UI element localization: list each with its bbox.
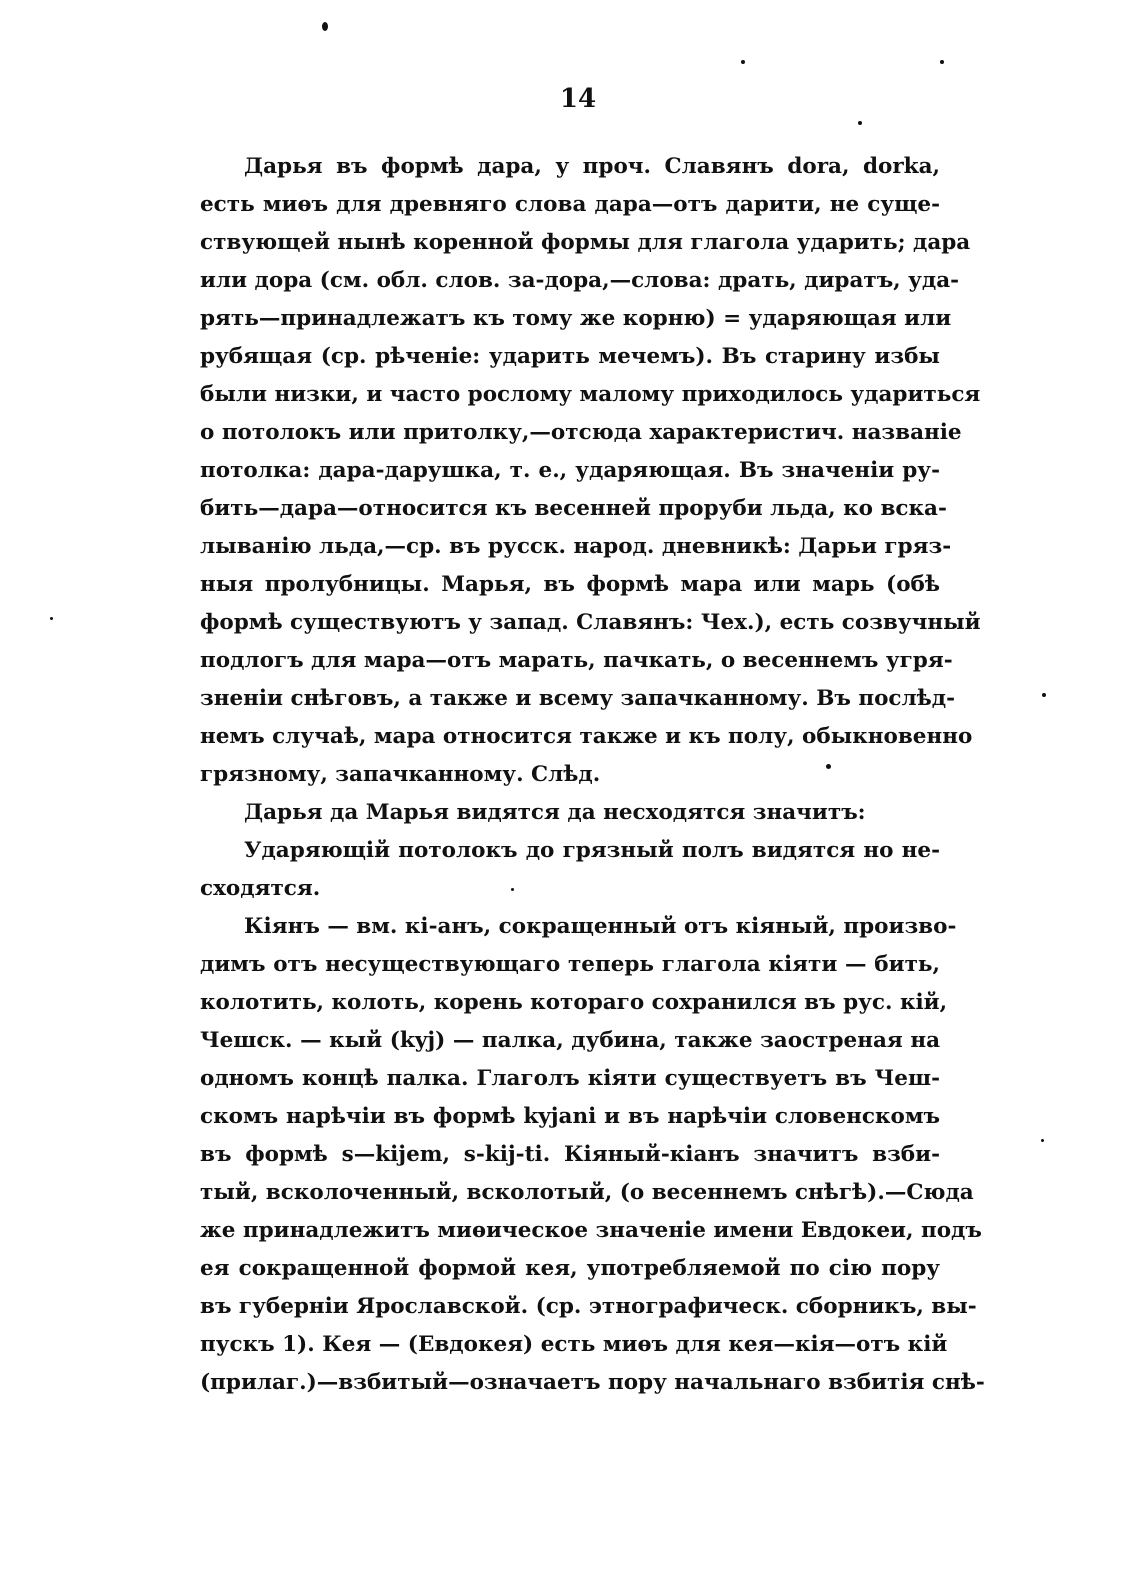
text-line: въ губерніи Ярославской. (ср. этнографическ. сборникъ, вы- [200,1294,977,1319]
text-line: лыванію льда,—ср. въ русск. народ. дневникѣ: Дарьи гряз- [200,534,952,559]
text-line: подлогъ для мара—отъ марать, пачкать, о весеннемъ угря- [200,648,953,673]
scan-speck [322,22,328,31]
text-line: димъ отъ несуществующаго теперь глагола кіяти — бить, [200,952,940,977]
text-line: Кіянъ — вм. кі-анъ, сокращенный отъ кіяный, произво- [244,914,957,939]
scan-speck [940,60,944,64]
text-line: или дора (см. обл. слов. за-дора,—слова: драть, диратъ, уда- [200,268,960,293]
text-line: сходятся. [200,876,321,901]
scan-speck [50,617,53,620]
page-number: 14 [559,84,597,114]
text-line: бить—дара—относится къ весенней проруби льда, ко вска- [200,496,947,521]
text-line: зненіи снѣговъ, а также и всему запачканному. Въ послѣд- [200,686,956,711]
text-line: потолка: дара-дарушка, т. е., ударяющая. Въ значеніи ру- [200,458,940,483]
text-line: рять—принадлежатъ къ тому же корню) = ударяющая или [200,306,952,331]
scan-speck [826,764,831,769]
scan-speck [858,121,862,125]
text-line: ствующей нынѣ коренной формы для глагола ударить; дара [200,230,971,255]
scan-speck [1042,693,1046,697]
text-line: одномъ концѣ палка. Глаголъ кіяти существуетъ въ Чеш- [200,1066,940,1091]
text-line: есть миѳъ для древняго слова дара—отъ дарити, не суще- [200,192,940,217]
paragraph-darya-marya [200,148,981,794]
text-line: немъ случаѣ, мара относится также и къ полу, обыкновенно [200,724,973,749]
text-line: тый, всколоченный, всколотый, (о весеннемъ снѣгѣ).—Сюда [200,1180,974,1205]
text-line: Ударяющій потолокъ до грязный полъ видятся но не- [244,838,940,863]
body-text [200,148,985,1402]
text-line: (прилаг.)—взбитый—означаетъ пору начальнаго взбитія снѣ- [200,1370,985,1395]
text-line: въ формѣ s—kijem, s-kij-ti. Кіяный-кіанъ значитъ взби- [200,1142,940,1167]
scan-speck [1041,1139,1044,1142]
text-line: Дарья въ формѣ дара, у проч. Славянъ dora, dorka, [244,154,940,179]
text-line: Дарья да Марья видятся да несходятся значитъ: [244,800,866,825]
paragraph-meaning [200,832,940,908]
text-line: колотить, колоть, корень котораго сохранился въ рус. кій, [200,990,948,1015]
text-line: грязному, запачканному. Слѣд. [200,762,601,787]
text-line: пускъ 1). Кея — (Евдокея) есть миѳъ для кея—кія—отъ кій [200,1332,948,1357]
text-line: формѣ существуютъ у запад. Славянъ: Чех.), есть созвучный [200,610,981,635]
text-line: ныя пролубницы. Марья, въ формѣ мара или марь (обѣ [200,572,940,597]
text-line: же принадлежитъ миѳическое значеніе имени Евдокеи, подъ [200,1218,982,1243]
paragraph-kiyan [200,908,985,1402]
text-line: о потолокъ или притолку,—отсюда характеристич. названіе [200,420,962,445]
paragraph-saying [200,794,940,832]
text-line: ея сокращенной формой кея, употребляемой по сію пору [200,1256,940,1281]
text-line: Чешск. — кый (kyj) — палка, дубина, также заостреная на [200,1028,940,1053]
text-line: рубящая (ср. рѣченіе: ударить мечемъ). Въ старину избы [200,344,940,369]
text-line: были низки, и часто рослому малому приходилось удариться [200,382,981,407]
scan-speck [741,60,745,64]
text-line: скомъ нарѣчіи въ формѣ kyjani и въ нарѣчіи словенскомъ [200,1104,940,1129]
scan-speck [511,888,514,891]
